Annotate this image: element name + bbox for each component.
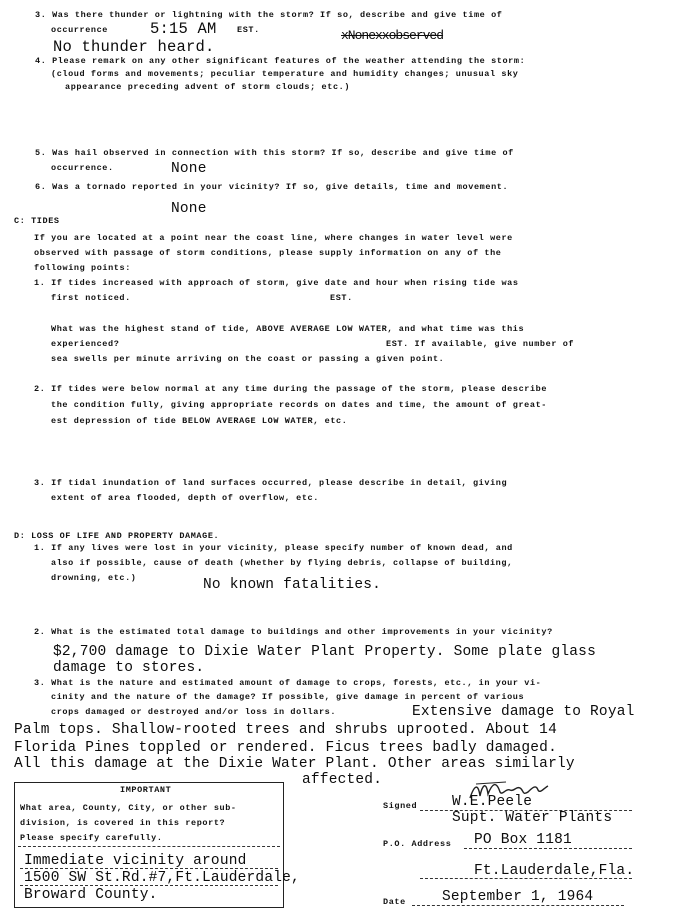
important-title: IMPORTANT <box>120 785 172 795</box>
important-line3: Please specify carefully. <box>20 833 163 843</box>
loss-q3-line1: 3. What is the nature and estimated amount of damage to crops, forests, etc., in your vi- <box>34 678 542 688</box>
tides-q2-line3: est depression of tide BELOW AVERAGE LOW WATER, etc. <box>51 416 348 426</box>
loss-q3-answer1: Extensive damage to Royal <box>412 704 635 720</box>
important-answer3: Broward County. <box>24 887 158 903</box>
loss-q2-answer1: $2,700 damage to Dixie Water Plant Property. Some plate glass <box>53 644 596 660</box>
q6-prompt-line1: 6. Was a tornado reported in your vicinity? If so, give details, time and movement. <box>35 182 509 192</box>
tides-intro-line3: following points: <box>34 263 131 273</box>
q4-prompt-line2: (cloud forms and movements; peculiar temperature and humidity changes; unusual sky <box>51 69 519 79</box>
important-line2: division, is covered in this report? <box>20 818 226 828</box>
signed-value: W.E.Peele <box>452 794 533 810</box>
q5-answer: None <box>171 161 207 177</box>
loss-q2-answer2: damage to stores. <box>53 660 205 676</box>
tides-q2-line1: 2. If tides were below normal at any time during the passage of the storm, please describe <box>34 384 548 394</box>
important-underline1 <box>20 868 278 869</box>
signer-title: Supt. Water Plants <box>452 810 613 826</box>
city-underline <box>420 878 632 879</box>
tides-q1b-line2b: EST. If available, give number of <box>386 339 575 349</box>
date-value: September 1, 1964 <box>442 889 594 905</box>
important-answer1: Immediate vicinity around <box>24 853 247 869</box>
tides-q1b-line1: What was the highest stand of tide, ABOVE AVERAGE LOW WATER, and what time was this <box>51 324 525 334</box>
loss-q3-line3: crops damaged or destroyed and/or loss in dollars. <box>51 707 337 717</box>
important-answer2: 1500 SW St.Rd.#7,Ft.Lauderdale, <box>24 870 300 886</box>
q3-est: EST. <box>237 25 260 35</box>
tides-intro-line2: observed with passage of storm conditions, please supply information on any of the <box>34 248 502 258</box>
loss-q1-answer: No known fatalities. <box>203 577 382 593</box>
tides-q2-line2: the condition fully, giving appropriate records on dates and time, the amount of great- <box>51 400 547 410</box>
q3-prompt-line2: occurrence <box>51 25 109 35</box>
q6-answer: None <box>171 201 207 217</box>
date-underline <box>412 905 624 906</box>
tides-heading: C: TIDES <box>14 216 60 226</box>
tides-q3-line1: 3. If tidal inundation of land surfaces occurred, please describe in detail, giving <box>34 478 508 488</box>
loss-q1-line1: 1. If any lives were lost in your vicinity, please specify number of known dead, and <box>34 543 513 553</box>
loss-q1-line2: also if possible, cause of death (whether by flying debris, collapse of building, <box>51 558 513 568</box>
signed-label: Signed <box>383 801 418 811</box>
q5-prompt-line2: occurrence. <box>51 163 114 173</box>
important-underline2 <box>20 885 278 886</box>
address-underline <box>464 848 632 849</box>
loss-q3-answer3: Florida Pines toppled or rendered. Ficus trees badly damaged. <box>14 740 557 756</box>
important-line1: What area, County, City, or other sub- <box>20 803 237 813</box>
tides-q1b-line2: experienced? <box>51 339 120 349</box>
q4-prompt-line3: appearance preceding advent of storm clouds; etc.) <box>65 82 351 92</box>
city-value: Ft.Lauderdale,Fla. <box>474 863 635 879</box>
date-label: Date <box>383 897 406 907</box>
tides-q1b-line3: sea swells per minute arriving on the coast or passing a given point. <box>51 354 445 364</box>
loss-heading: D: LOSS OF LIFE AND PROPERTY DAMAGE. <box>14 531 220 541</box>
loss-q3-answer4: All this damage at the Dixie Water Plant. Other areas similarly <box>14 756 575 772</box>
loss-q3-answer2: Palm tops. Shallow-rooted trees and shrubs uprooted. About 14 <box>14 722 557 738</box>
address-label: P.O. Address <box>383 839 452 849</box>
q3-answer: No thunder heard. <box>53 38 215 56</box>
tides-q1-line1: 1. If tides increased with approach of storm, give date and hour when rising tide was <box>34 278 519 288</box>
address-value: PO Box 1181 <box>474 832 572 848</box>
loss-q3-line2: cinity and the nature of the damage? If possible, give damage in percent of various <box>51 692 525 702</box>
tides-q1-line2: first noticed. <box>51 293 131 303</box>
tides-q1-est: EST. <box>330 293 353 303</box>
q5-prompt-line1: 5. Was hail observed in connection with this storm? If so, describe and give time of <box>35 148 514 158</box>
tides-q3-line2: extent of area flooded, depth of overflow, etc. <box>51 493 319 503</box>
q3-time: 5:15 AM <box>150 20 217 38</box>
loss-q2-line1: 2. What is the estimated total damage to buildings and other improvements in your vicinity? <box>34 627 553 637</box>
q3-struck-text: xNonexxobserved <box>341 28 444 43</box>
q4-prompt-line1: 4. Please remark on any other significant features of the weather attending the storm: <box>35 56 526 66</box>
loss-q3-answer5: affected. <box>302 772 383 788</box>
tides-intro-line1: If you are located at a point near the coast line, where changes in water level were <box>34 233 513 243</box>
loss-q1-line3: drowning, etc.) <box>51 573 137 583</box>
important-divider <box>18 846 280 847</box>
q3-prompt-line1: 3. Was there thunder or lightning with the storm? If so, describe and give time of <box>35 10 503 20</box>
